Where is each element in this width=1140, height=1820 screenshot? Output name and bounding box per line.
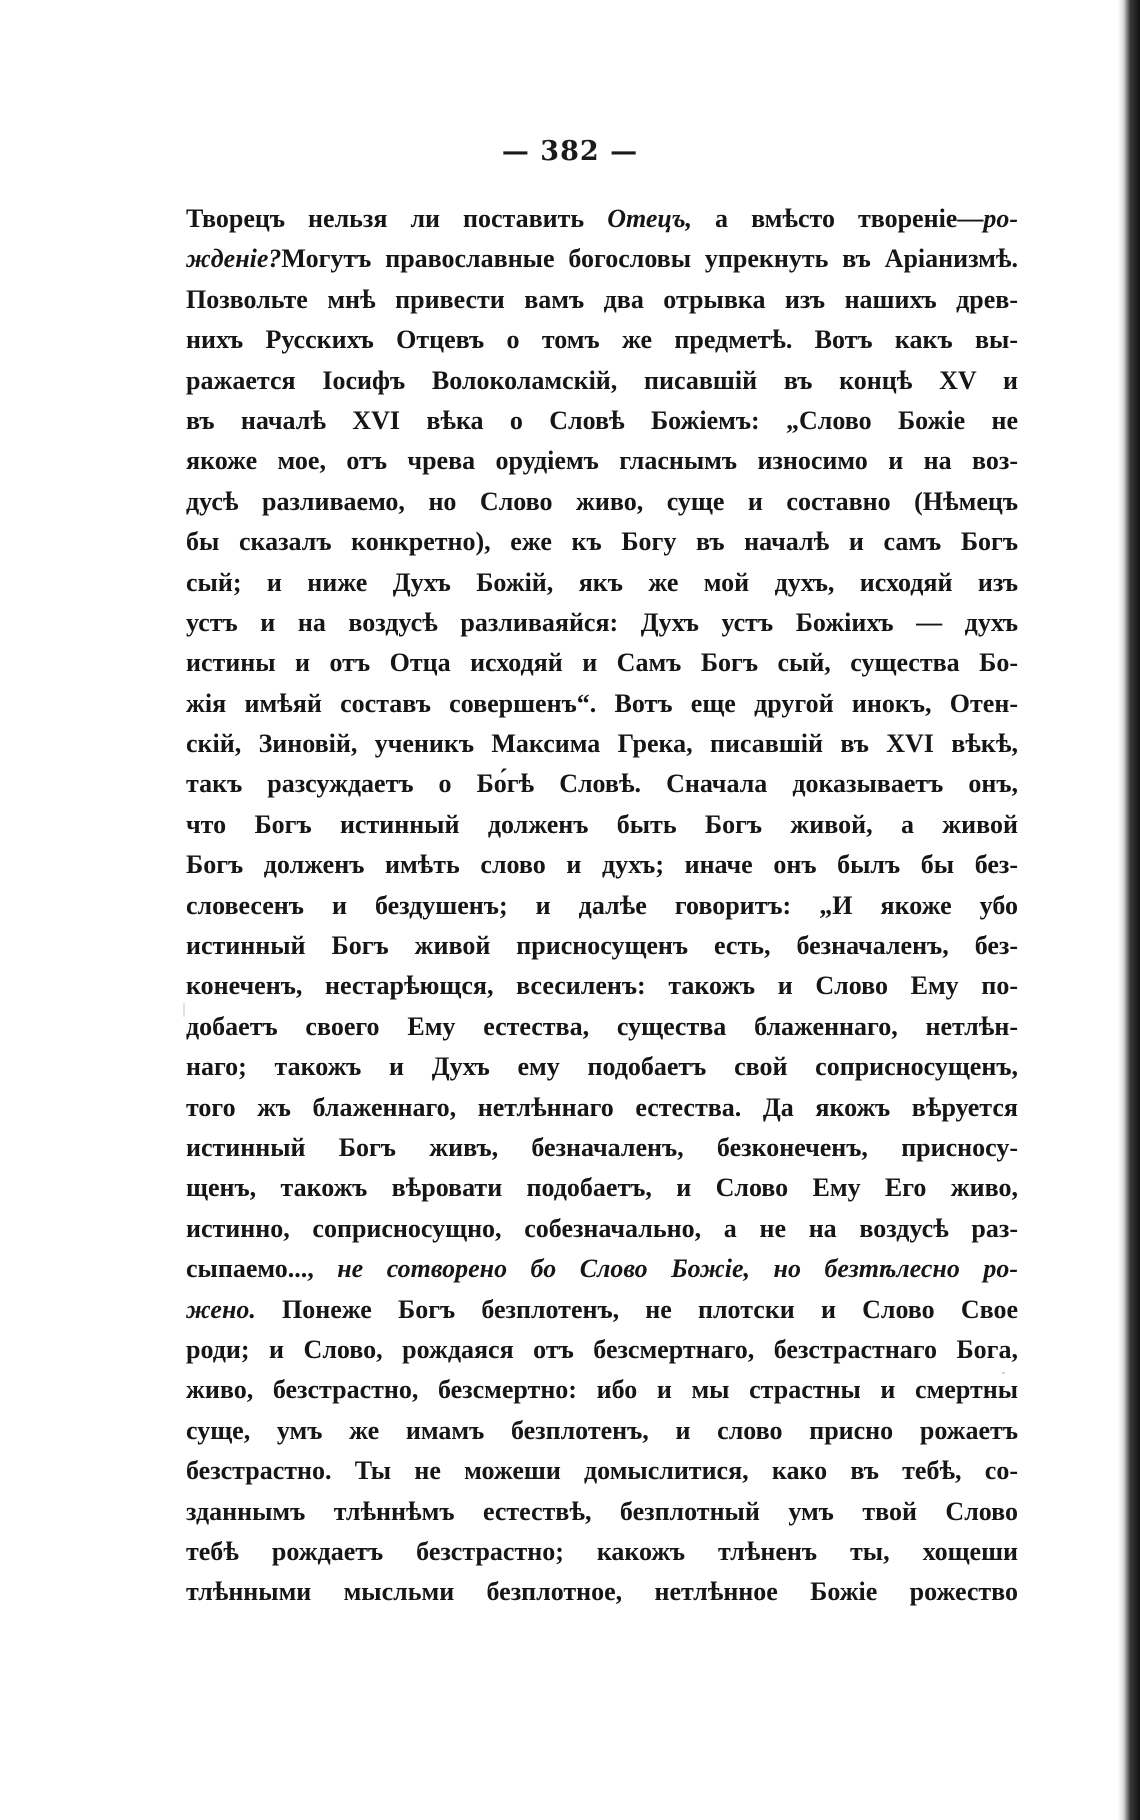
text-segment: словесенъ и бездушенъ; и далѣе говоритъ: „И якоже убо: [186, 890, 1018, 920]
text-segment: истинный Богъ живой присносущенъ есть, безначаленъ, без-: [186, 931, 1018, 961]
page-number: — 382 —: [501, 136, 639, 167]
text-line: [186, 764, 1018, 804]
text-segment: добаетъ своего Ему естества, существа блаженнаго, нетлѣн-: [186, 1011, 1018, 1041]
text-line: [186, 1290, 1018, 1330]
text-line: [186, 886, 1018, 926]
text-segment: а вмѣсто твореніе—: [692, 204, 984, 233]
text-line: [186, 482, 1018, 522]
text-line: [186, 1128, 1018, 1168]
text-segment: нихъ Русскихъ Отцевъ о томъ же предметѣ. Вотъ какъ вы-: [186, 325, 1018, 355]
text-line: [186, 926, 1018, 966]
text-segment: сыпаемо...,: [186, 1254, 338, 1284]
text-line: [186, 724, 1018, 764]
text-line: [186, 280, 1018, 320]
text-segment: живо, безстрастно, безсмертно: ибо и мы страстны и смертны: [186, 1375, 1018, 1405]
text-line: [186, 966, 1018, 1006]
text-line: [186, 1411, 1018, 1451]
text-line: [186, 522, 1018, 562]
text-segment: ражается Іосифъ Волоколамскій, писавшій въ концѣ XV и: [186, 365, 1018, 395]
text-line: [186, 1451, 1018, 1491]
page-binding-shadow: [1118, 0, 1140, 1820]
text-line: [186, 1249, 1018, 1289]
text-line: [186, 805, 1018, 845]
text-segment: что Богъ истинный долженъ быть Богъ живой, а живой: [186, 809, 1018, 839]
text-line: [186, 199, 1018, 239]
text-line: [186, 684, 1018, 724]
text-line: [186, 643, 1018, 683]
text-line: [186, 441, 1018, 481]
text-segment: безстрастно. Ты не можеши домыслитися, како въ тебѣ, со-: [186, 1456, 1018, 1486]
text-line: [186, 563, 1018, 603]
body-text: [186, 199, 1018, 1613]
text-line: [186, 1047, 1018, 1087]
text-segment: конеченъ, нестарѣющся, всесиленъ: такожъ и Слово Ему по-: [186, 971, 1018, 1001]
text-line: [186, 1209, 1018, 1249]
italic-text-segment: не сотворено бо Слово Божіе, но безтѣлесно ро-: [337, 1254, 1018, 1284]
text-segment: тлѣнными мысльми безплотное, нетлѣнное Божіе рожество: [186, 1577, 1018, 1607]
text-line: [186, 1370, 1018, 1410]
text-segment: устъ и на воздусѣ разливаяйся: Духъ устъ Божіихъ — духъ: [186, 607, 1018, 637]
text-segment: въ началѣ XVI вѣка о Словѣ Божіемъ: „Слово Божіе не: [186, 405, 1018, 435]
text-line: [186, 401, 1018, 441]
italic-text-segment: ро-: [983, 204, 1018, 233]
text-line: [186, 603, 1018, 643]
text-line: [186, 1572, 1018, 1612]
text-line: [186, 1492, 1018, 1532]
text-line: [186, 1330, 1018, 1370]
text-line: [186, 1007, 1018, 1047]
scan-speck: [183, 1003, 185, 1017]
text-line: [186, 239, 1018, 279]
italic-text-segment: жденіе?: [186, 244, 282, 274]
text-segment: зданнымъ тлѣннѣмъ естествѣ, безплотный умъ твой Слово: [186, 1496, 1018, 1526]
text-segment: Могутъ православные богословы упрекнуть въ Аріанизмѣ.: [281, 244, 1018, 274]
text-segment: Понеже Богъ безплотенъ, не плотски и Слово Свое: [255, 1294, 1018, 1324]
text-segment: истины и отъ Отца исходяй и Самъ Богъ сый, существа Бо-: [186, 648, 1018, 678]
text-segment: наго; такожъ и Духъ ему подобаетъ свой соприсносущенъ,: [186, 1052, 1018, 1082]
italic-text-segment: жено.: [186, 1294, 256, 1324]
text-segment: дусѣ разливаемо, но Слово живо, суще и составно (Нѣмецъ: [186, 486, 1018, 516]
text-segment: бы сказалъ конкретно), еже къ Богу въ началѣ и самъ Богъ: [186, 527, 1018, 557]
text-line: [186, 361, 1018, 401]
text-line: [186, 320, 1018, 360]
text-segment: Творецъ нельзя ли поставить: [186, 204, 608, 233]
text-segment: якоже мое, отъ чрева орудіемъ гласнымъ износимо и на воз-: [186, 446, 1018, 476]
italic-text-segment: Отецъ,: [607, 204, 693, 233]
text-line: [186, 1168, 1018, 1208]
text-line: [186, 1532, 1018, 1572]
text-segment: того жъ блаженнаго, нетлѣннаго естества. Да якожъ вѣруется: [186, 1092, 1018, 1122]
text-segment: такъ разсуждаетъ о Бо́гѣ Словѣ. Сначала доказываетъ онъ,: [186, 769, 1018, 799]
text-segment: жія имѣяй составъ совершенъ“. Вотъ еще другой инокъ, Отен-: [186, 688, 1018, 718]
text-segment: Позвольте мнѣ привести вамъ два отрывка изъ нашихъ древ-: [186, 284, 1018, 314]
text-segment: истинный Богъ живъ, безначаленъ, безконеченъ, присносу-: [186, 1132, 1018, 1162]
text-segment: роди; и Слово, рождаяся отъ безсмертнаго, безстрастнаго Бога,: [186, 1334, 1018, 1364]
text-segment: истинно, соприсносущно, собезначально, а не на воздусѣ раз-: [186, 1213, 1018, 1243]
text-segment: сый; и ниже Духъ Божій, якъ же мой духъ, исходяй изъ: [186, 567, 1018, 597]
text-segment: тебѣ рождаетъ безстрастно; какожъ тлѣненъ ты, хощеши: [186, 1536, 1018, 1566]
text-segment: Богъ долженъ имѣть слово и духъ; иначе онъ былъ бы без-: [186, 850, 1018, 880]
text-segment: суще, умъ же имамъ безплотенъ, и слово присно рожаетъ: [186, 1415, 1018, 1445]
text-line: [186, 1088, 1018, 1128]
text-segment: щенъ, такожъ вѣровати подобаетъ, и Слово Ему Его живо,: [186, 1173, 1018, 1203]
text-line: [186, 845, 1018, 885]
text-segment: скій, Зиновій, ученикъ Максима Грека, писавшій въ XVI вѣкѣ,: [186, 729, 1018, 759]
